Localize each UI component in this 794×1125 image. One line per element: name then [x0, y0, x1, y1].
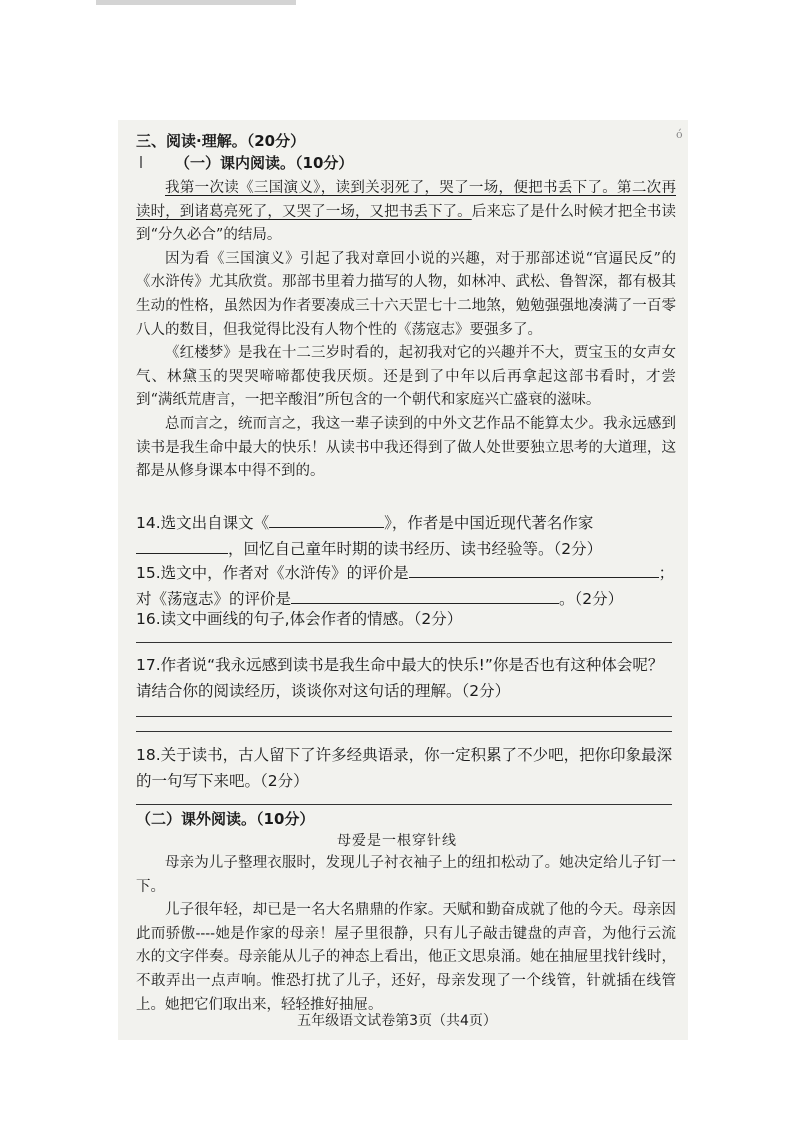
margin-tick — [140, 156, 142, 168]
q14-blank-author[interactable] — [136, 539, 228, 554]
story-paragraph-1: 母亲为儿子整理衣服时，发现儿子衬衣袖子上的纽扣松动了。她决定给儿子钉一下。 — [136, 855, 676, 895]
passage-paragraph-1 — [136, 177, 676, 248]
passage-paragraph-3: 《红楼梦》是我在十二三岁时看的，起初我对它的兴趣并不大，贾宝玉的女声女气、林黛玉的哭哭啼啼都使我厌烦。还是到了中年以后再拿起这部书看时，才尝到“满纸荒唐言，一把辛酸泪”所包含的一个朝代和家庭兴亡盛衰的滋味。 — [136, 345, 676, 409]
q18-answer-line[interactable] — [136, 804, 672, 805]
question-17: 17.作者说“我永远感到读书是我生命中最大的快乐!”你是否也有这种体会呢？请结合你的阅读经历，谈谈你对这句话的理解。（2分） — [136, 656, 664, 700]
underlined-sentence: 我第一次读《三国演义》，读到关羽死了，哭了一场，便把书丢下了。第二次再读时，到诸葛亮死了，又哭了一场，又把书丢下了。 — [136, 180, 676, 220]
question-18: 18.关于读书，古人留下了许多经典语录，你一定积累了不少吧，把你印象最深的一句写下来吧。（2分） — [136, 746, 673, 790]
q15-blank-dangkou[interactable] — [291, 589, 559, 604]
passage-paragraph-2: 因为看《三国演义》引起了我对章回小说的兴趣，对于那部述说“官逼民反”的《水浒传》尤其欣赏。那部书里着力描写的人物，如林冲、武松、鲁智深，都有极其生动的性格，虽然因为作者要凑成三十六天罡七十二地煞，勉勉强强地凑满了一百零八人的数目，但我觉得比没有人物个性的《荡寇志》要强多了。 — [136, 250, 676, 338]
page-footer: 五年级语文试卷第3页（共4页） — [297, 1013, 497, 1029]
q14-text-b: 》，作者是中国近现代著名作家 — [384, 514, 594, 532]
story — [136, 852, 676, 1017]
question-16: 16.读文中画线的句子,体会作者的情感。（2分） — [136, 610, 463, 628]
section-title: 三、阅读·理解。（20分） — [136, 132, 306, 150]
question-14 — [136, 510, 676, 562]
q14-text-a: 14.选文出自课文《 — [136, 514, 270, 532]
q17-answer-line-2[interactable] — [136, 731, 672, 732]
passage — [136, 177, 676, 484]
q14-blank-title[interactable] — [269, 513, 384, 528]
q17-answer-line-1[interactable] — [136, 716, 672, 717]
q15-text-a: 15.选文中，作者对《水浒传》的评价是 — [136, 564, 409, 582]
q15-text-b: 对《荡寇志》的评价是 — [136, 590, 292, 608]
q15-text-a-end: ； — [658, 564, 675, 582]
corner-mark: ó — [676, 128, 683, 141]
q15-blank-shuihu[interactable] — [409, 563, 659, 578]
passage-paragraph-4: 总而言之，统而言之，我这一辈子读到的中外文艺作品不能算太少。我永远感到读书是我生命中最大的快乐！从读书中我还得到了做人处世要独立思考的大道理，这都是从修身课本中得不到的。 — [136, 415, 676, 480]
story-title: 母爱是一根穿针线 — [337, 833, 457, 849]
q16-answer-line[interactable] — [136, 642, 672, 643]
q14-text-c: ，回忆自己童年时期的读书经历、读书经验等。（2分） — [228, 540, 603, 558]
part2-title: （二）课外阅读。（10分） — [136, 810, 315, 828]
paragraph-1-rest: 后来忘了是什么时候才把全书读到“分久必合”的结局。 — [136, 203, 676, 244]
story-paragraph-2: 儿子很年轻，却已是一名大名鼎鼎的作家。天赋和勤奋成就了他的今天。母亲因此而骄傲----她是作家的母亲！屋子里很静，只有儿子敲击键盘的声音，为他行云流水的文字伴奏。母亲能从儿子的神态上看出，他正文思泉涌。她在抽屉里找针线时，不敢弄出一点声响。惟恐打扰了儿子，还好，母亲发现了一个线管，针就插在线管上。她把它们取出来，轻轻推好抽屉。 — [136, 902, 676, 1013]
q15-text-b-end: 。（2分） — [559, 590, 624, 608]
part1-title: （一）课内阅读。（10分） — [175, 154, 354, 172]
scan-edge-mark — [96, 0, 296, 5]
question-15 — [136, 560, 676, 612]
